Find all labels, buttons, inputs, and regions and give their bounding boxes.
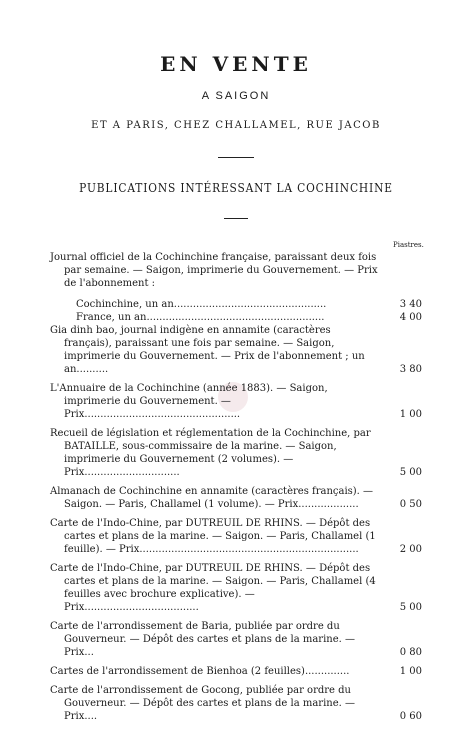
entry-price: 2 00 [399,544,422,555]
entry-text: Recueil de législation et réglementation de la Cochinchine, par BATAILLE, sous-commissaire de la marine. — Saigon, imprimerie du Gouvernement (2 volumes). — Prix.............................. [50,428,371,478]
list-item [50,562,422,614]
entry-text: Carte de l'arrondissement de Gocong, publiée par ordre du Gouverneur. — Dépôt des cartes et plans de la marine. — Prix.... [50,685,355,722]
list-item [50,311,422,324]
location-line: A SAIGON [201,90,271,102]
entry-text: Gia dinh bao, journal indigène en annamite (caractères français), paraissant une fois par semaine. — Saigon, imprimerie du Gouvernement. — Prix de l'abonnement ; un an.......... [50,325,365,375]
entry-text: Carte de l'arrondissement de Baria, publiée par ordre du Gouverneur. — Dépôt des cartes et plans de la marine. — Prix... [50,621,355,658]
entry-price: 0 50 [399,499,422,510]
list-item [50,665,422,678]
entry-price: 0 60 [399,711,422,722]
entry-text: Carte de l'Indo-Chine, par DUTREUIL DE RHINS. — Dépôt des cartes et plans de la marine. — Saigon. — Paris, Challamel (1 feuille). — Prix..................................................................... [50,518,376,555]
entry-price: 1 00 [399,666,422,677]
entry-price: 3 40 [399,299,422,310]
entry-text: Carte de l'Indo-Chine, par DUTREUIL DE RHINS. — Dépôt des cartes et plans de la marine. — Saigon. — Paris, Challamel (4 feuilles avec brochure explicative). — Prix.................................... [50,563,376,613]
list-item [50,485,422,511]
divider [218,157,254,158]
entry-text: Journal officiel de la Cochinchine française, paraissant deux fois par semaine. — Saigon, imprimerie du Gouvernement. — Prix de l'abonnement : [50,252,378,289]
entry-price: 0 80 [399,647,422,658]
entry-text: Almanach de Cochinchine en annamite (caractères français). — Saigon. — Paris, Challamel (1 volume). — Prix................... [50,486,374,510]
divider [224,218,248,219]
list-item [50,684,422,723]
entry-text: L'Annuaire de la Cochinchine (année 1883). — Saigon, imprimerie du Gouvernement. — Prix................................................. [50,383,328,420]
entry-price: 4 00 [399,312,422,323]
price-column-header: Piastres. [393,241,424,249]
list-item [50,382,422,421]
list-item [50,427,422,479]
list-item [50,251,422,290]
entry-text: Cochinchine, un an................................................ [76,299,327,310]
publication-list [50,251,422,729]
list-item [50,298,422,311]
entry-price: 5 00 [399,602,422,613]
entry-text: Cartes de l'arrondissement de Bienhoa (2 feuilles).............. [50,666,350,677]
list-item [50,324,422,376]
entry-text: France, un an........................................................ [76,312,325,323]
entry-price: 1 00 [399,409,422,420]
entry-price: 5 00 [399,467,422,478]
publisher-line: ET A PARIS, CHEZ CHALLAMEL, RUE JACOB [91,120,381,131]
entry-price: 3 80 [399,364,422,375]
list-item [50,620,422,659]
page-title: EN VENTE [160,52,312,76]
section-title: PUBLICATIONS INTÉRESSANT LA COCHINCHINE [79,180,393,195]
list-item [50,517,422,556]
